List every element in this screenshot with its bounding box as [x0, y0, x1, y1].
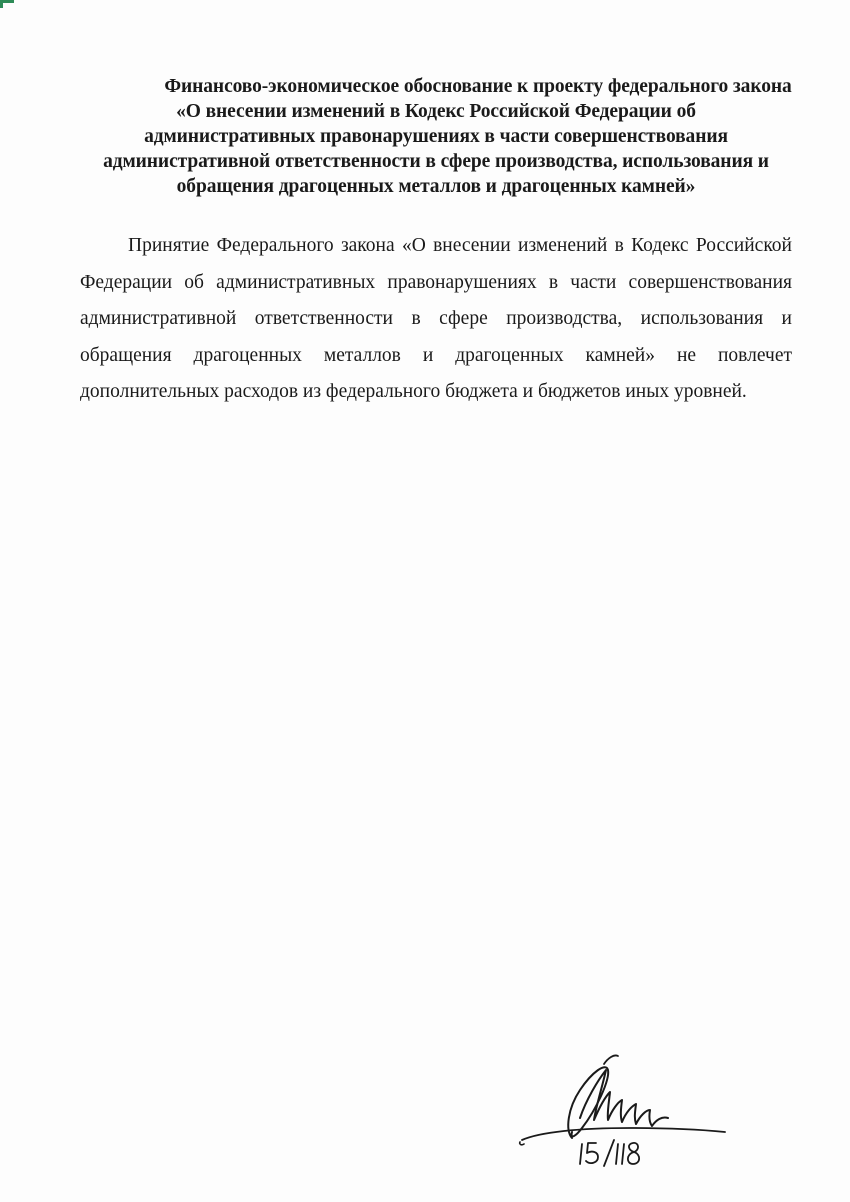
title-line: административной ответственности в сфере производства, использования и — [103, 151, 769, 172]
title-line: «О внесении изменений в Кодекс Российской Федерации об — [176, 101, 696, 122]
body-paragraph — [80, 228, 792, 411]
body-line: Федерации об административных правонарушениях в части совершенствования — [80, 271, 792, 293]
body-line: дополнительных расходов из федерального бюджета и бюджетов иных уровней. — [80, 381, 747, 402]
title-line: Финансово-экономическое обоснование к проекту федерального закона — [164, 76, 792, 97]
body-line: административной ответственности в сфере производства, использования и — [80, 308, 792, 329]
title-line: обращения драгоценных металлов и драгоценных камней» — [176, 176, 696, 197]
handwritten-signature — [510, 1040, 740, 1170]
title-line: административных правонарушениях в части совершенствования — [144, 126, 728, 147]
body-line: обращения драгоценных металлов и драгоценных камней» не повлечет — [80, 344, 792, 366]
document-title — [80, 74, 792, 199]
scan-corner-mark — [0, 0, 14, 8]
body-line: Принятие Федерального закона «О внесении изменений в Кодекс Российской — [128, 235, 792, 256]
